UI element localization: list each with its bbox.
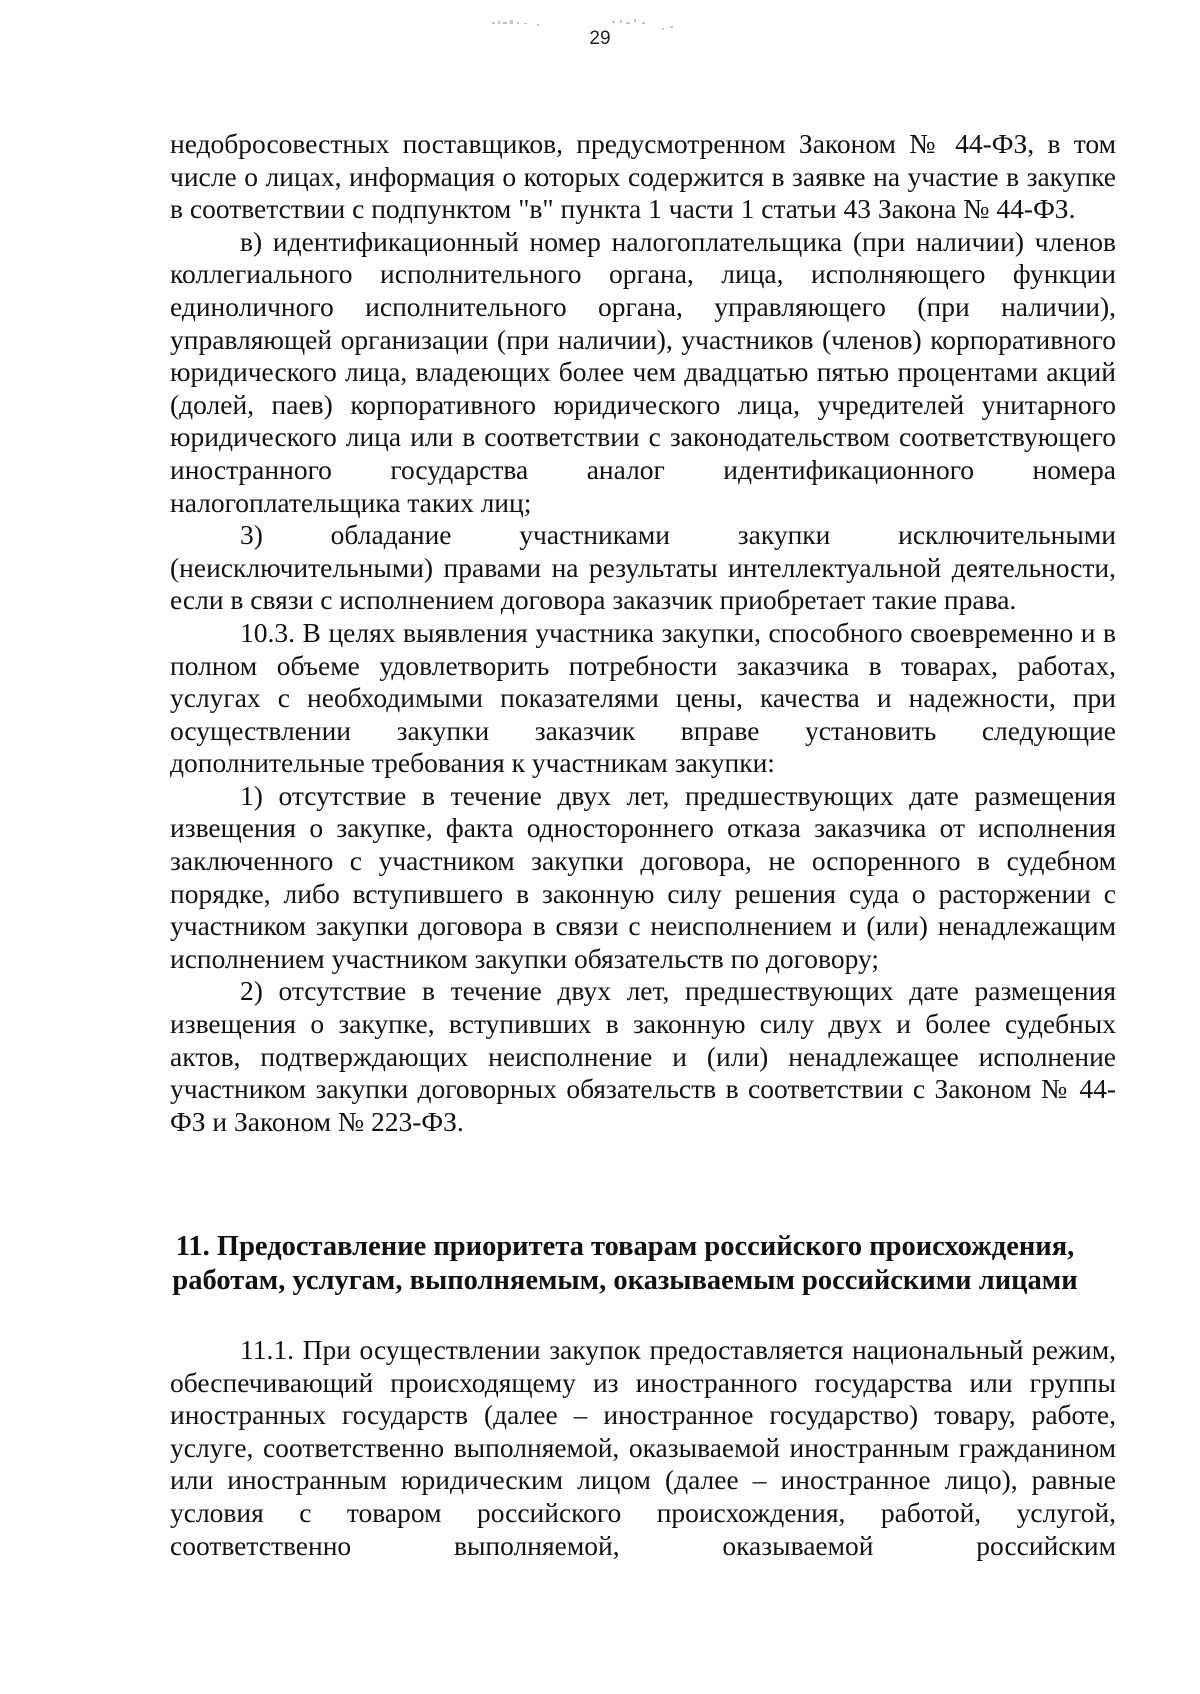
paragraph-10-3: 10.3. В целях выявления участника закупки, способного своевременно и в полном объеме удовлетворить потребности заказчика в товарах, работах, услугах с необходимыми показателями цены, качества и надежности, при осуществлении закупки заказчик вправе установить следующие дополнительные требования к участникам закупки: [170, 616, 1116, 779]
paragraph-continuation: недобросовестных поставщиков, предусмотренном Законом № 44-ФЗ, в том числе о лицах, информация о которых содержится в заявке на участие в закупке в соответствии с подпунктом "в" пункта 1 части 1 статьи 43 Закона № 44-ФЗ. [170, 128, 1116, 225]
body-text-bottom [170, 1334, 1116, 1562]
page-number: 29 [589, 28, 611, 49]
section-heading [150, 1230, 1100, 1298]
paragraph-item-2: 2) отсутствие в течение двух лет, предшествующих дате размещения извещения о закупке, вступивших в законную силу двух и более судебных актов, подтверждающих неисполнение и (или) ненадлежащее исполнение участником закупки договорных обязательств в соответствии с Законом № 44-ФЗ и Законом № 223-ФЗ. [170, 975, 1116, 1137]
paragraph-item-v: в) идентификационный номер налогоплательщика (при наличии) членов коллегиального исполнительного органа, лица, исполняющего функции единоличного исполнительного органа, управляющего (при наличии), управляющей организации (при наличии), участников (членов) корпоративного юридического лица, владеющих более чем двадцатью пятью процентами акций (долей, паев) корпоративного юридического лица, учредителей унитарного юридического лица или в соответствии с законодательством соответствующего иностранного государства аналог идентификационного номера налогоплательщика таких лиц; [170, 225, 1116, 518]
paragraph-item-1: 1) отсутствие в течение двух лет, предшествующих дате размещения извещения о закупке, факта одностороннего отказа заказчика от исполнения заключенного с участником закупки договора, не оспоренного в судебном порядке, либо вступившего в законную силу решения суда о расторжении с участником закупки договора в связи с неисполнением и (или) ненадлежащим исполнением участником закупки обязательств по договору; [170, 779, 1116, 974]
section-heading-line-1: 11. Предоставление приоритета товарам российского происхождения, [175, 1231, 1075, 1262]
section-heading-line-2: работам, услугам, выполняемым, оказываемым российскими лицами [172, 1265, 1078, 1296]
body-text-top [170, 128, 1116, 1138]
paragraph-item-3: 3) обладание участниками закупки исключительными (неисключительными) правами на результаты интеллектуальной деятельности, если в связи с исполнением договора заказчик приобретает такие права. [170, 519, 1116, 616]
paragraph-11-1: 11.1. При осуществлении закупок предоставляется национальный режим, обеспечивающий происходящему из иностранного государства или группы иностранных государств (далее – иностранное государство) товару, работе, услуге, соответственно выполняемой, оказываемой иностранным гражданином или иностранным юридическим лицом (далее – иностранное лицо), равные условия с товаром российского происхождения, работой, услугой, соответственно выполняемой, оказываемой российским [170, 1334, 1116, 1561]
